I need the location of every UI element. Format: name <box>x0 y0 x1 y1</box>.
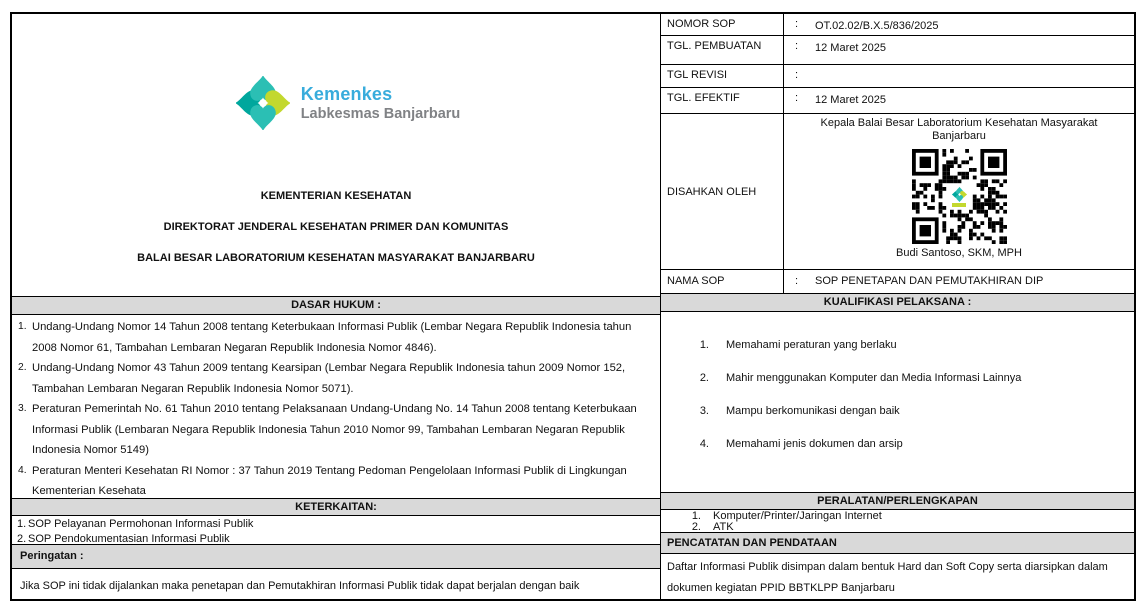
item-number: 4. <box>18 464 27 476</box>
peralatan-list <box>661 510 1134 534</box>
meta-label: TGL REVISI <box>661 65 784 87</box>
nama-sop-value: SOP PENETAPAN DAN PEMUTAKHIRAN DIP <box>815 275 1044 288</box>
colon-separator: : <box>795 69 799 81</box>
item-text: Peraturan Pemerintah No. 61 Tahun 2010 tentang Pelaksanaan Undang-Undang No. 14 Tahun 2008 tentang Keterbukaan Informasi Publik (Lembaran Negara Republik Indonesia Tahun 2010 Nomor 99, Tambahan Lembaran Negaran Republik Indonesia Nomor 5149) <box>32 403 637 456</box>
item-number: 1. <box>691 509 701 522</box>
approver-name: Budi Santoso, SKM, MPH <box>896 247 1022 259</box>
nama-sop-cell <box>784 270 1134 293</box>
disahkan-oleh-cell <box>784 114 1134 269</box>
meta-value-text: 12 Maret 2025 <box>815 94 886 106</box>
kemenkes-logo-icon <box>236 76 290 130</box>
kualifikasi-item <box>661 438 1134 471</box>
item-text: Undang-Undang Nomor 43 Tahun 2009 tentang Kearsipan (Lembar Negara Republik Indonesia tahun 2009 Nomor 152, Tambahan Lembaran Negaran Republik Indonesia Nomor 5071). <box>32 362 626 395</box>
qr-code <box>912 149 1007 244</box>
dasar-hukum-item <box>15 358 658 399</box>
item-number: 1. <box>18 321 27 332</box>
peringatan-text: Jika SOP ini tidak dijalankan maka penetapan dan Pemutakhiran Informasi Publik tidak dapat berjalan dengan baik <box>20 580 580 592</box>
peralatan-heading: PERALATAN/PERLENGKAPAN <box>661 493 1134 510</box>
item-number: 2. <box>691 521 701 534</box>
item-text: ATK <box>713 521 734 534</box>
pencatatan-heading: PENCATATAN DAN PENDATAAN <box>661 533 1134 554</box>
item-text: SOP Pelayanan Permohonan Informasi Publik <box>28 518 254 530</box>
meta-row <box>661 65 1134 88</box>
kualifikasi-item <box>661 405 1134 438</box>
item-text: Mahir menggunakan Komputer dan Media Informasi Lainnya <box>726 371 1022 384</box>
meta-row <box>661 88 1134 114</box>
meta-value-text: 12 Maret 2025 <box>815 42 886 54</box>
meta-label: NOMOR SOP <box>661 14 784 35</box>
meta-rows <box>661 14 1134 114</box>
meta-value-cell <box>784 88 1134 113</box>
dasar-hukum-item <box>15 399 658 461</box>
colon-separator: : <box>795 92 799 104</box>
disahkan-oleh-label: DISAHKAN OLEH <box>661 114 784 269</box>
peringatan-heading: Peringatan : <box>12 545 660 569</box>
kualifikasi-list <box>661 312 1134 493</box>
item-text: SOP Pendokumentasian Informasi Publik <box>28 532 230 545</box>
kualifikasi-item <box>661 372 1134 405</box>
disahkan-oleh-row <box>661 114 1134 270</box>
item-number: 2. <box>699 371 709 384</box>
meta-label: TGL. PEMBUATAN <box>661 36 784 64</box>
dasar-hukum-heading: DASAR HUKUM : <box>12 297 660 315</box>
qr-logo-wordmark-bar <box>952 203 966 207</box>
nama-sop-row <box>661 270 1134 294</box>
nama-sop-label: NAMA SOP <box>661 270 784 293</box>
office-name: BALAI BESAR LABORATORIUM KESEHATAN MASYARAKAT BANJARBARU <box>137 252 535 264</box>
logo-text <box>301 84 461 122</box>
item-text: Komputer/Printer/Jaringan Internet <box>713 509 882 522</box>
item-text: Memahami jenis dokumen dan arsip <box>726 437 903 450</box>
approver-title: Kepala Balai Besar Laboratorium Kesehatan Masyarakat Banjarbaru <box>820 117 1098 142</box>
dasar-hukum-list <box>12 315 660 499</box>
meta-label: TGL. EFEKTIF <box>661 88 784 113</box>
item-number: 4. <box>699 437 709 450</box>
logo-brand-text: Kemenkes <box>300 84 393 104</box>
keterkaitan-item <box>15 517 656 532</box>
logo-sub-text: Labkesmas Banjarbaru <box>300 106 461 122</box>
item-number: 3. <box>699 404 709 417</box>
ministry-name: KEMENTERIAN KESEHATAN <box>260 190 412 202</box>
keterkaitan-list <box>12 516 660 545</box>
logo-block <box>24 76 672 130</box>
kualifikasi-item <box>661 339 1134 372</box>
meta-row <box>661 36 1134 65</box>
sop-table <box>10 12 1136 601</box>
dasar-hukum-item <box>15 317 658 358</box>
directorate-name: DIREKTORAT JENDERAL KESEHATAN PRIMER DAN KOMUNITAS <box>163 221 509 233</box>
qr-center-logo-icon <box>949 185 969 209</box>
meta-value-text <box>815 65 1134 71</box>
pencatatan-text: Daftar Informasi Publik disimpan dalam bentuk Hard dan Soft Copy serta diarsipkan dalam dokumen kegiatan PPID BBTKLPP Banjarbaru <box>667 561 1108 595</box>
item-text: Undang-Undang Nomor 14 Tahun 2008 tentang Keterbukaan Informasi Publik (Lembar Negara Republik Indonesia tahun 2008 Nomor 61, Tambahan Lembaran Negaran Republik Indonesia Nomor 4846). <box>32 321 632 354</box>
kualifikasi-heading: KUALIFIKASI PELAKSANA : <box>661 294 1134 312</box>
item-number: 3. <box>18 403 27 414</box>
peralatan-item <box>661 522 1134 533</box>
right-column <box>661 14 1134 599</box>
keterkaitan-heading: KETERKAITAN: <box>12 499 660 516</box>
meta-value-cell <box>784 36 1134 64</box>
keterkaitan-item <box>15 532 656 546</box>
item-number: 2. <box>18 362 27 373</box>
item-text: Memahami peraturan yang berlaku <box>726 338 897 351</box>
colon-separator: : <box>795 275 799 288</box>
item-number: 2. <box>17 532 27 545</box>
item-number: 1. <box>17 518 27 530</box>
colon-separator: : <box>795 18 799 30</box>
item-text: Peraturan Menteri Kesehatan RI Nomor : 37 Tahun 2019 Tentang Pedoman Pengelolaan Informasi Publik di Lingkungan Kementerian Kesehata <box>32 464 627 497</box>
dasar-hukum-item <box>15 461 658 500</box>
institution-cell <box>12 14 660 297</box>
meta-value-text: OT.02.02/B.X.5/836/2025 <box>815 20 939 32</box>
institution-names <box>12 190 660 283</box>
colon-separator: : <box>795 40 799 52</box>
meta-row <box>661 14 1134 36</box>
item-text: Mampu berkomunikasi dengan baik <box>726 404 900 417</box>
meta-value-cell <box>784 65 1134 87</box>
meta-value-cell <box>784 14 1134 35</box>
item-number: 1. <box>699 338 709 351</box>
left-column <box>12 14 661 599</box>
